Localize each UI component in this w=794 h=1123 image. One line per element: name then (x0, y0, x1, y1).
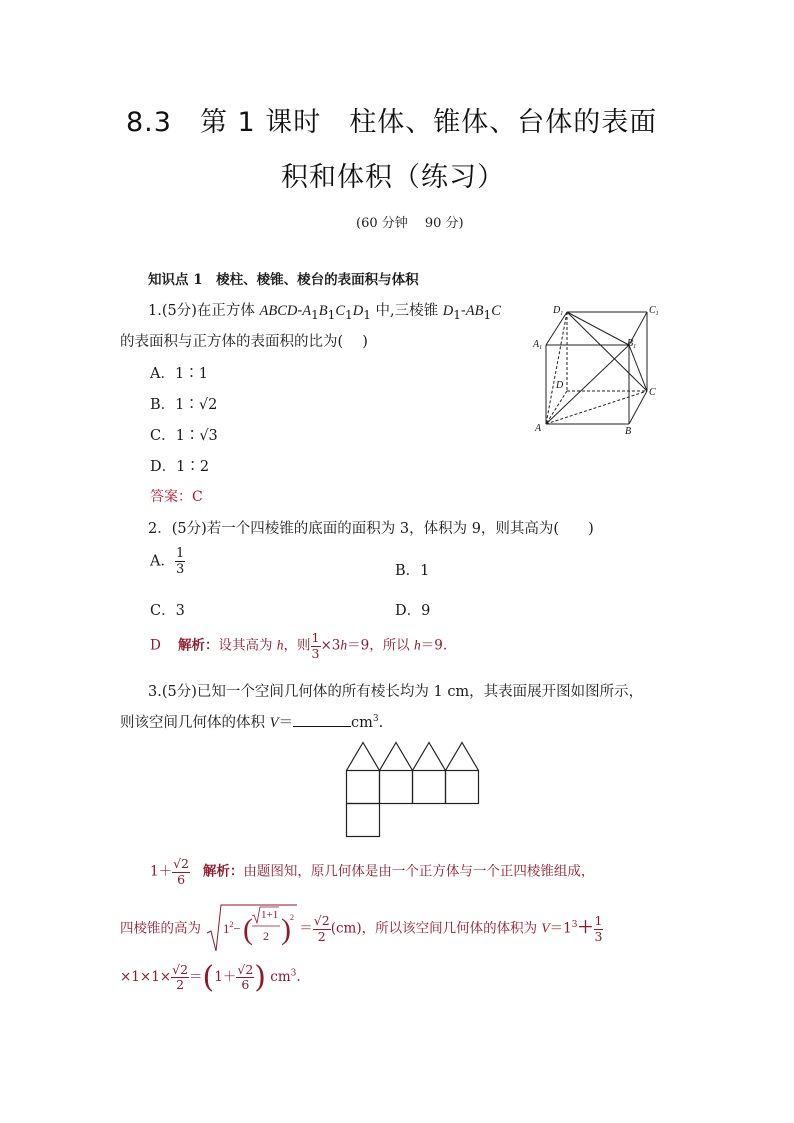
q1-option-b: B．1∶√2 (150, 397, 218, 413)
q2-option-b: B．1 (395, 563, 430, 579)
label-B: B (625, 426, 632, 437)
svg-text:1+1: 1+1 (261, 909, 279, 921)
q2-answer-letter: D (150, 637, 161, 654)
q3-solution-line3: ×1×1× $\frac{√2}{2}$ ＝(1＋ $\frac{√2}{6}$ ) $cm^3$. (120, 960, 301, 995)
label-D1: $D_1$ (553, 305, 564, 317)
q1-option-c: C．1∶√3 (150, 428, 218, 444)
page-title-line1: 8.3 第 1 课时 柱体、锥体、台体的表面 (126, 107, 658, 138)
q1-stem-line1: 1.(5分)在正方体 ABCD-$A_1B_1C_1D_1$ 中,三棱锥 $D_1-AB_1C$ (148, 303, 501, 322)
q1-option-a: A．1∶1 (150, 366, 208, 382)
label-A1: $A_1$ (533, 339, 543, 351)
page-title-line2: 积和体积（练习） (281, 162, 505, 193)
q2-stem: 2．(5分)若一个四棱锥的底面的面积为 3，体积为 9，则其高为( ) (148, 521, 594, 537)
q1-option-d: D．1∶2 (150, 459, 210, 475)
q2-option-c: C．3 (150, 603, 185, 619)
q2-option-d: D．9 (395, 603, 431, 619)
label-A: A (535, 423, 542, 434)
svg-text:): ) (281, 913, 292, 946)
svg-text:2: 2 (263, 929, 270, 943)
label-C: C (649, 387, 656, 398)
q3-stem-line2: 则该空间几何体的体积 $V= cm^3$. (120, 714, 384, 731)
label-C1: $C_1$ (649, 305, 659, 317)
q3-solution-line1: 1＋ $\frac{√2}{6}$ 解析：由题图知，原几何体是由一个正方体与一个正四棱锥组成， (150, 856, 595, 887)
q3-stem-line1: 3.(5分)已知一个空间几何体的所有棱长均为 1 cm，其表面展开图如图所示， (148, 684, 644, 700)
label-D: D (556, 380, 564, 391)
q2-solution: D 解析：设其高为 h，则 $\frac{1}{3}$ ×3h＝9，所以 h＝9. (150, 630, 448, 661)
net-figure (340, 738, 486, 844)
svg-text:12−: $1^2-$ (223, 920, 242, 936)
q3-solution-line2: 四棱锥的高为 $1^2-$ ( 1+1 2 ) 2 ＝ $\frac{√2}{2}$ (cm)，所以该空间几何体的体积为 $V=1^3+$ $\frac{1}{3}$ (120, 903, 603, 955)
svg-text:(: ( (243, 913, 254, 946)
cube-figure (528, 300, 668, 440)
section-heading: 知识点 1 棱柱、棱锥、棱台的表面积与体积 (148, 272, 419, 288)
q1-stem-line2: 的表面积与正方体的表面积的比为( ) (120, 334, 368, 350)
q2-option-a: A． $\frac{1}{3}$ (150, 546, 185, 577)
fraction-one-third: $\frac{1}{3}$ (175, 546, 185, 577)
label-B1: $B_1$ (627, 338, 637, 350)
answer-blank (293, 714, 351, 727)
subtitle-time-score: (60 分钟 90 分) (356, 216, 464, 231)
svg-text:2: 2 (290, 913, 295, 922)
radical-expression (205, 903, 299, 955)
q1-answer: 答案：C (150, 489, 203, 505)
